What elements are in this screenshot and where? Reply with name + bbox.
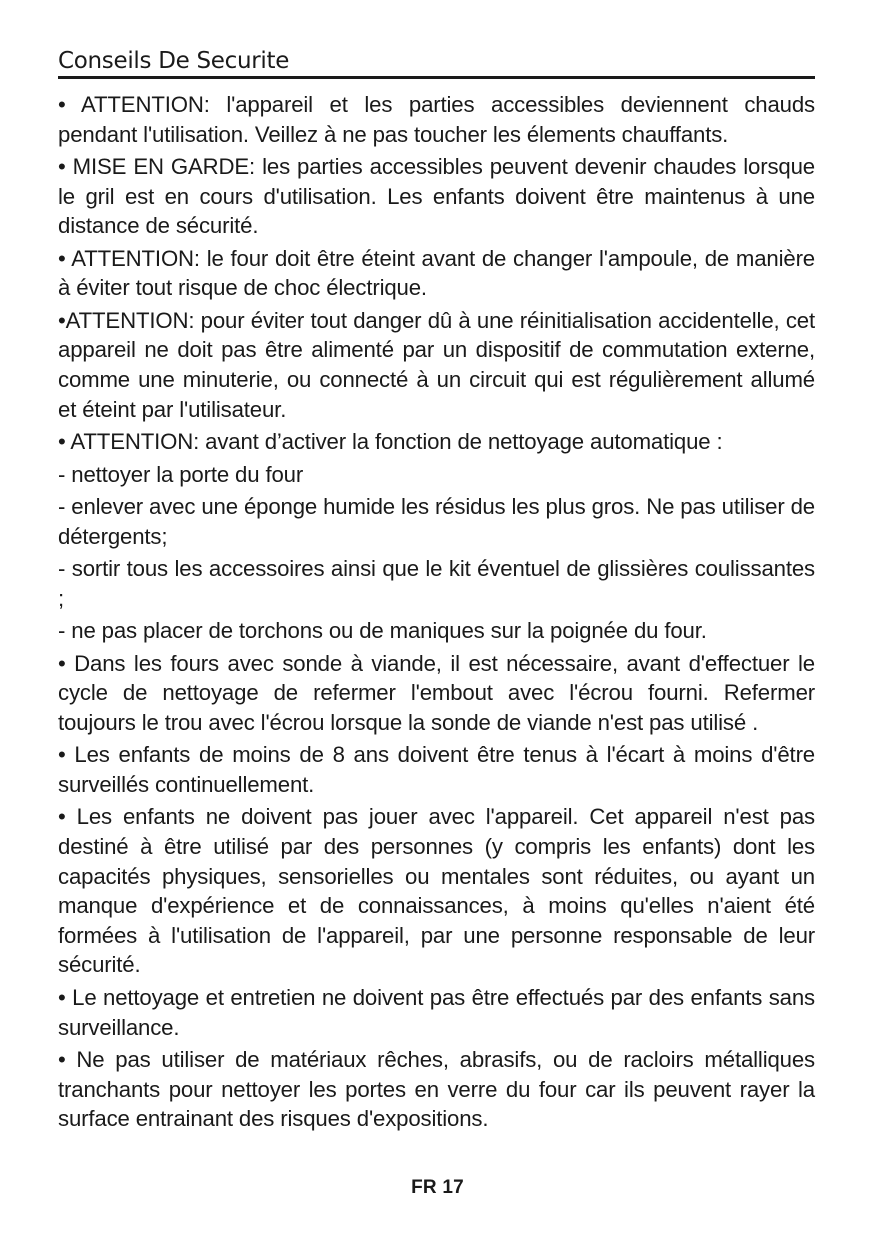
paragraph-caution-grill: • MISE EN GARDE: les parties accessibles peuvent devenir chaudes lorsque le gril est en cours d'utilisation. Les enfants doivent être maintenus à une distance de sécurité. xyxy=(58,154,815,239)
paragraph-abrasive-materials: • Ne pas utiliser de matériaux rêches, abrasifs, ou de racloirs métalliques tranchants pour nettoyer les portes en verre du four car ils peuvent rayer la surface entrainant des risques d'expositions. xyxy=(58,1046,815,1132)
paragraph-children-under-8: • Les enfants de moins de 8 ans doivent être tenus à l'écart à moins d'être surveillés continuellement. xyxy=(58,742,815,797)
document-page xyxy=(58,42,815,1137)
paragraph-warning-reset: •ATTENTION: pour éviter tout danger dû à une réinitialisation accidentelle, cet appareil ne doit pas être alimenté par un dispositif de commutation externe, comme une minuterie, ou connecté à un circuit qui est régulièrement allumé et éteint par l'utilisateur. xyxy=(58,307,815,422)
paragraph-children-play: • Les enfants ne doivent pas jouer avec l'appareil. Cet appareil n'est pas destiné à être utilisé par des personnes (y compris les enfants) dont les capacités physiques, sensorielles ou mentales sont réduites, ou ayant un manque d'expérience et de connaissances, à moins qu'elles n'aient été formées à l'utilisation de l'appareil, par une personne responsable de leur sécurité. xyxy=(58,804,815,978)
paragraph-warning-self-clean: • ATTENTION: avant d’activer la fonction de nettoyage automatique : xyxy=(58,429,723,455)
paragraph-meat-probe: • Dans les fours avec sonde à viande, il est nécessaire, avant d'effectuer le cycle de nettoyage de refermer l'embout avec l'écrou fourni. Refermer toujours le trou avec l'écrou lorsque la sonde de viande n'est pas utilisé . xyxy=(58,650,815,735)
list-item-no-towels: - ne pas placer de torchons ou de maniques sur la poignée du four. xyxy=(58,618,707,644)
paragraph-warning-hot-parts: • ATTENTION: l'appareil et les parties accessibles deviennent chauds pendant l'utilisation. Veillez à ne pas toucher les élements chauffants. xyxy=(58,92,815,147)
safety-text-body xyxy=(58,90,815,1134)
list-item-remove-residue: - enlever avec une éponge humide les résidus les plus gros. Ne pas utiliser de détergents; xyxy=(58,494,815,549)
paragraph-cleaning-children: • Le nettoyage et entretien ne doivent pas être effectués par des enfants sans surveillance. xyxy=(58,984,815,1040)
paragraph-warning-lamp: • ATTENTION: le four doit être éteint avant de changer l'ampoule, de manière à éviter tout risque de choc électrique. xyxy=(58,245,815,301)
list-item-clean-door: - nettoyer la porte du four xyxy=(58,461,304,487)
section-title: Conseils De Securite xyxy=(58,48,290,74)
list-item-remove-accessories: - sortir tous les accessoires ainsi que le kit éventuel de glissières coulissantes ; xyxy=(58,556,815,611)
section-header xyxy=(58,42,815,79)
page-number: FR 17 xyxy=(411,1177,464,1198)
